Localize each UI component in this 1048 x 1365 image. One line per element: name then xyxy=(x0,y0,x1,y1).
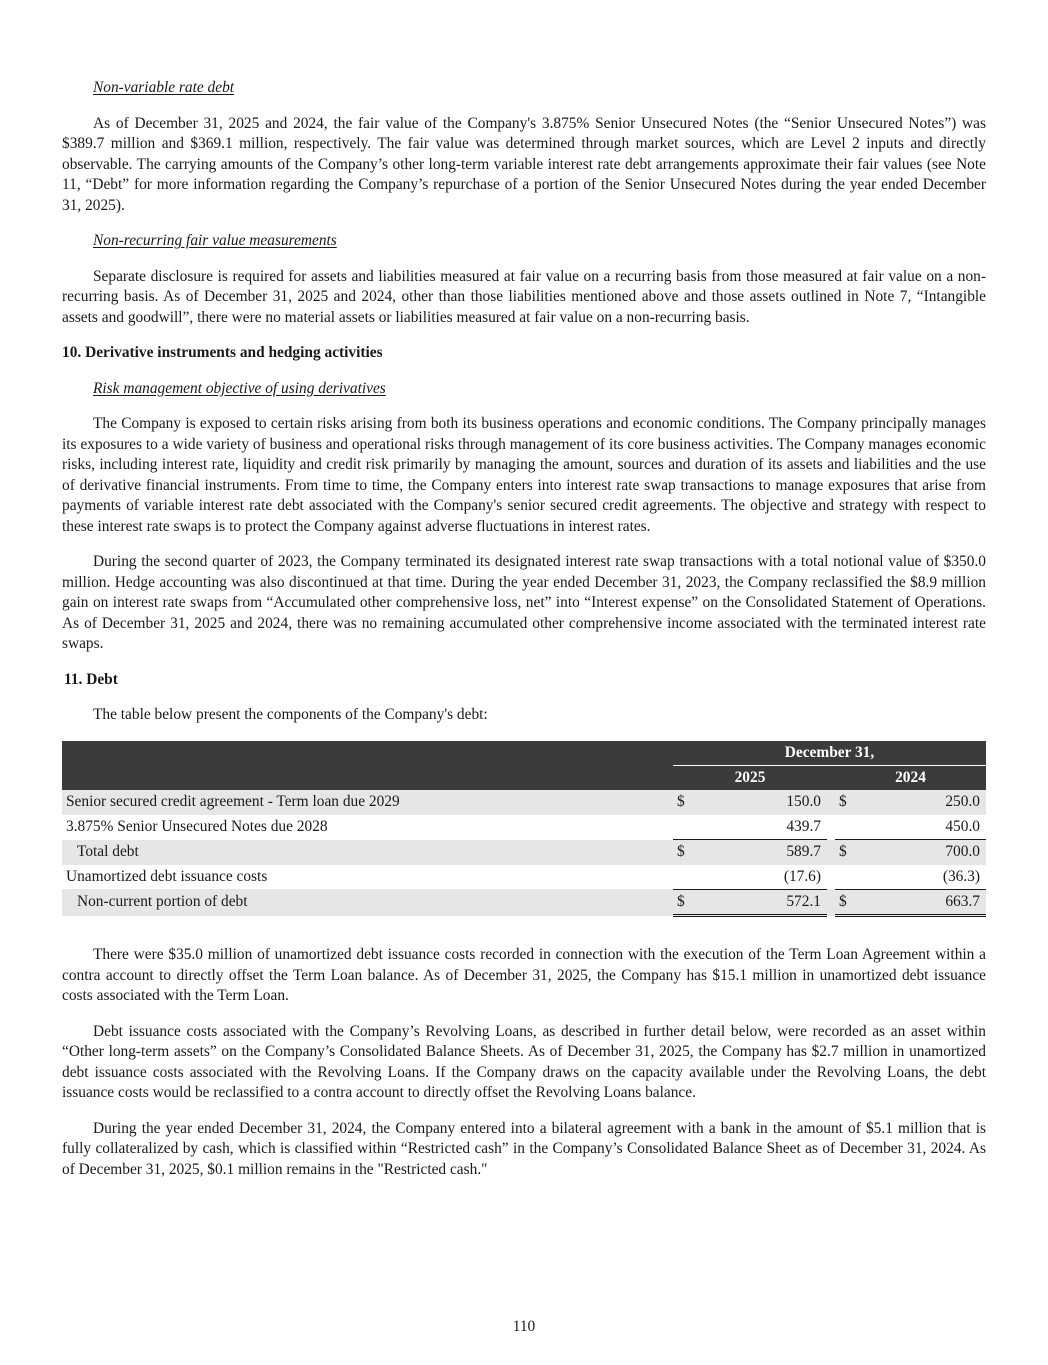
value-2025: (17.6) xyxy=(701,865,827,890)
table-header-row-2 xyxy=(62,765,986,790)
value-2024: 700.0 xyxy=(861,840,986,865)
page-number: 110 xyxy=(512,1318,536,1335)
value-2025: 150.0 xyxy=(701,790,827,814)
currency-2025 xyxy=(673,815,701,840)
derivatives-heading: 10. Derivative instruments and hedging activities xyxy=(62,344,383,361)
debt-paragraph-1: There were $35.0 million of unamortized debt issuance costs recorded in connection with the execution of the Term Loan Agreement within a contra account to directly offset the Term Loan balance. As of December 31, 2025, the Company has $15.1 million in unamortized debt issuance costs associated with the Term Loan. xyxy=(62,946,986,1005)
table-row xyxy=(62,889,986,915)
debt-paragraph-2: Debt issuance costs associated with the Company’s Revolving Loans, as described in further detail below, were recorded as an asset within “Other long-term assets” on the Company’s Consolidated Balance Sheets. As of December 31, 2025, the Company has $2.7 million in unamortized debt issuance costs associated with the Revolving Loans. If the Company draws on the capacity available under the Revolving Loans, the debt issuance costs would be reclassified to a contra account to directly offset the Revolving Loans balance. xyxy=(62,1022,986,1102)
table-header-row-1 xyxy=(62,741,986,766)
derivatives-subheading: Risk management objective of using derivatives xyxy=(93,379,386,397)
derivatives-paragraph-1: The Company is exposed to certain risks arising from both its business operations and economic conditions. The Company principally manages its exposures to a wide variety of business and operational risks through management of its core business activities. The Company manages economic risks, including interest rate, liquidity and credit risk primarily by managing the amount, sources and duration of its assets and liabilities and the use of derivative financial instruments. From time to time, the Company enters into interest rate swap transactions to manage exposures that arise from payments of variable interest rate debt associated with the Company's senior secured credit agreements. The objective and strategy with respect to these interest rate swaps is to protect the Company against adverse fluctuations in interest rates. xyxy=(62,415,986,535)
table-header-2025: 2025 xyxy=(673,765,827,790)
currency-2024: $ xyxy=(835,840,861,865)
currency-2024: $ xyxy=(835,889,861,915)
nonvariable-paragraph: As of December 31, 2025 and 2024, the fair value of the Company's 3.875% Senior Unsecured Notes (the “Senior Unsecured Notes”) was $389.7 million and $369.1 million, respectively. The fair value was determined through market sources, which are Level 2 inputs and directly observable. The carrying amounts of the Company’s other long-term variable interest rate debt arrangements approximate their fair values (see Note 11, “Debt” for more information regarding the Company’s repurchase of a portion of the Senior Unsecured Notes during the year ended December 31, 2025). xyxy=(62,114,986,214)
row-label: Unamortized debt issuance costs xyxy=(66,867,268,885)
value-2024: (36.3) xyxy=(861,865,986,890)
table-group-header: December 31, xyxy=(673,741,986,766)
value-2025: 572.1 xyxy=(701,889,827,915)
row-label: Senior secured credit agreement - Term loan due 2029 xyxy=(62,790,673,814)
table-row xyxy=(62,815,986,840)
value-2025: 589.7 xyxy=(701,840,827,865)
value-2024: 450.0 xyxy=(861,815,986,840)
currency-2024: $ xyxy=(835,790,861,814)
debt-paragraph-3: During the year ended December 31, 2024, the Company entered into a bilateral agreement with a bank in the amount of $5.1 million that is fully collateralized by cash, which is classified within “Restricted cash” in the Company’s Consolidated Balance Sheet as of December 31, 2024. As of December 31, 2025, $0.1 million remains in the "Restricted cash." xyxy=(62,1119,986,1178)
value-2025: 439.7 xyxy=(701,815,827,840)
nonrecurring-heading: Non-recurring fair value measurements xyxy=(93,232,337,249)
debt-table xyxy=(62,741,986,918)
currency-2025: $ xyxy=(673,840,701,865)
derivatives-paragraph-2: During the second quarter of 2023, the Company terminated its designated interest rate swap transactions with a total notional value of $350.0 million. Hedge accounting was also discontinued at that time. During the year ended December 31, 2023, the Company reclassified the $8.9 million gain on interest rate swaps from “Accumulated other comprehensive loss, net” into “Interest expense” on the Consolidated Statement of Operations. As of December 31, 2025 and 2024, there was no remaining accumulated other comprehensive income associated with the terminated interest rate swaps. xyxy=(62,553,986,652)
table-header-2024: 2024 xyxy=(835,765,986,790)
nonrecurring-paragraph: Separate disclosure is required for assets and liabilities measured at fair value on a recurring basis from those measured at fair value on a non-recurring basis. As of December 31, 2025 and 2024, other than those liabilities mentioned above and those assets outlined in Note 7, “Intangible assets and goodwill”, there were no material assets or liabilities measured at fair value on a non-recurring basis. xyxy=(62,267,986,326)
row-label: Total debt xyxy=(62,840,673,865)
debt-heading: 11. Debt xyxy=(64,670,118,688)
currency-2025: $ xyxy=(673,790,701,814)
currency-2024 xyxy=(835,865,861,890)
currency-2025 xyxy=(673,865,701,890)
table-row xyxy=(62,840,986,865)
row-label: Non-current portion of debt xyxy=(62,889,673,915)
table-row xyxy=(62,865,986,890)
value-2024: 250.0 xyxy=(861,790,986,814)
currency-2024 xyxy=(835,815,861,840)
currency-2025: $ xyxy=(673,889,701,915)
value-2024: 663.7 xyxy=(861,889,986,915)
document-page xyxy=(62,78,986,1180)
table-row xyxy=(62,790,986,814)
nonvariable-heading: Non-variable rate debt xyxy=(93,79,235,96)
debt-intro: The table below present the components of the Company's debt: xyxy=(93,706,488,723)
row-label: 3.875% Senior Unsecured Notes due 2028 xyxy=(66,817,328,835)
